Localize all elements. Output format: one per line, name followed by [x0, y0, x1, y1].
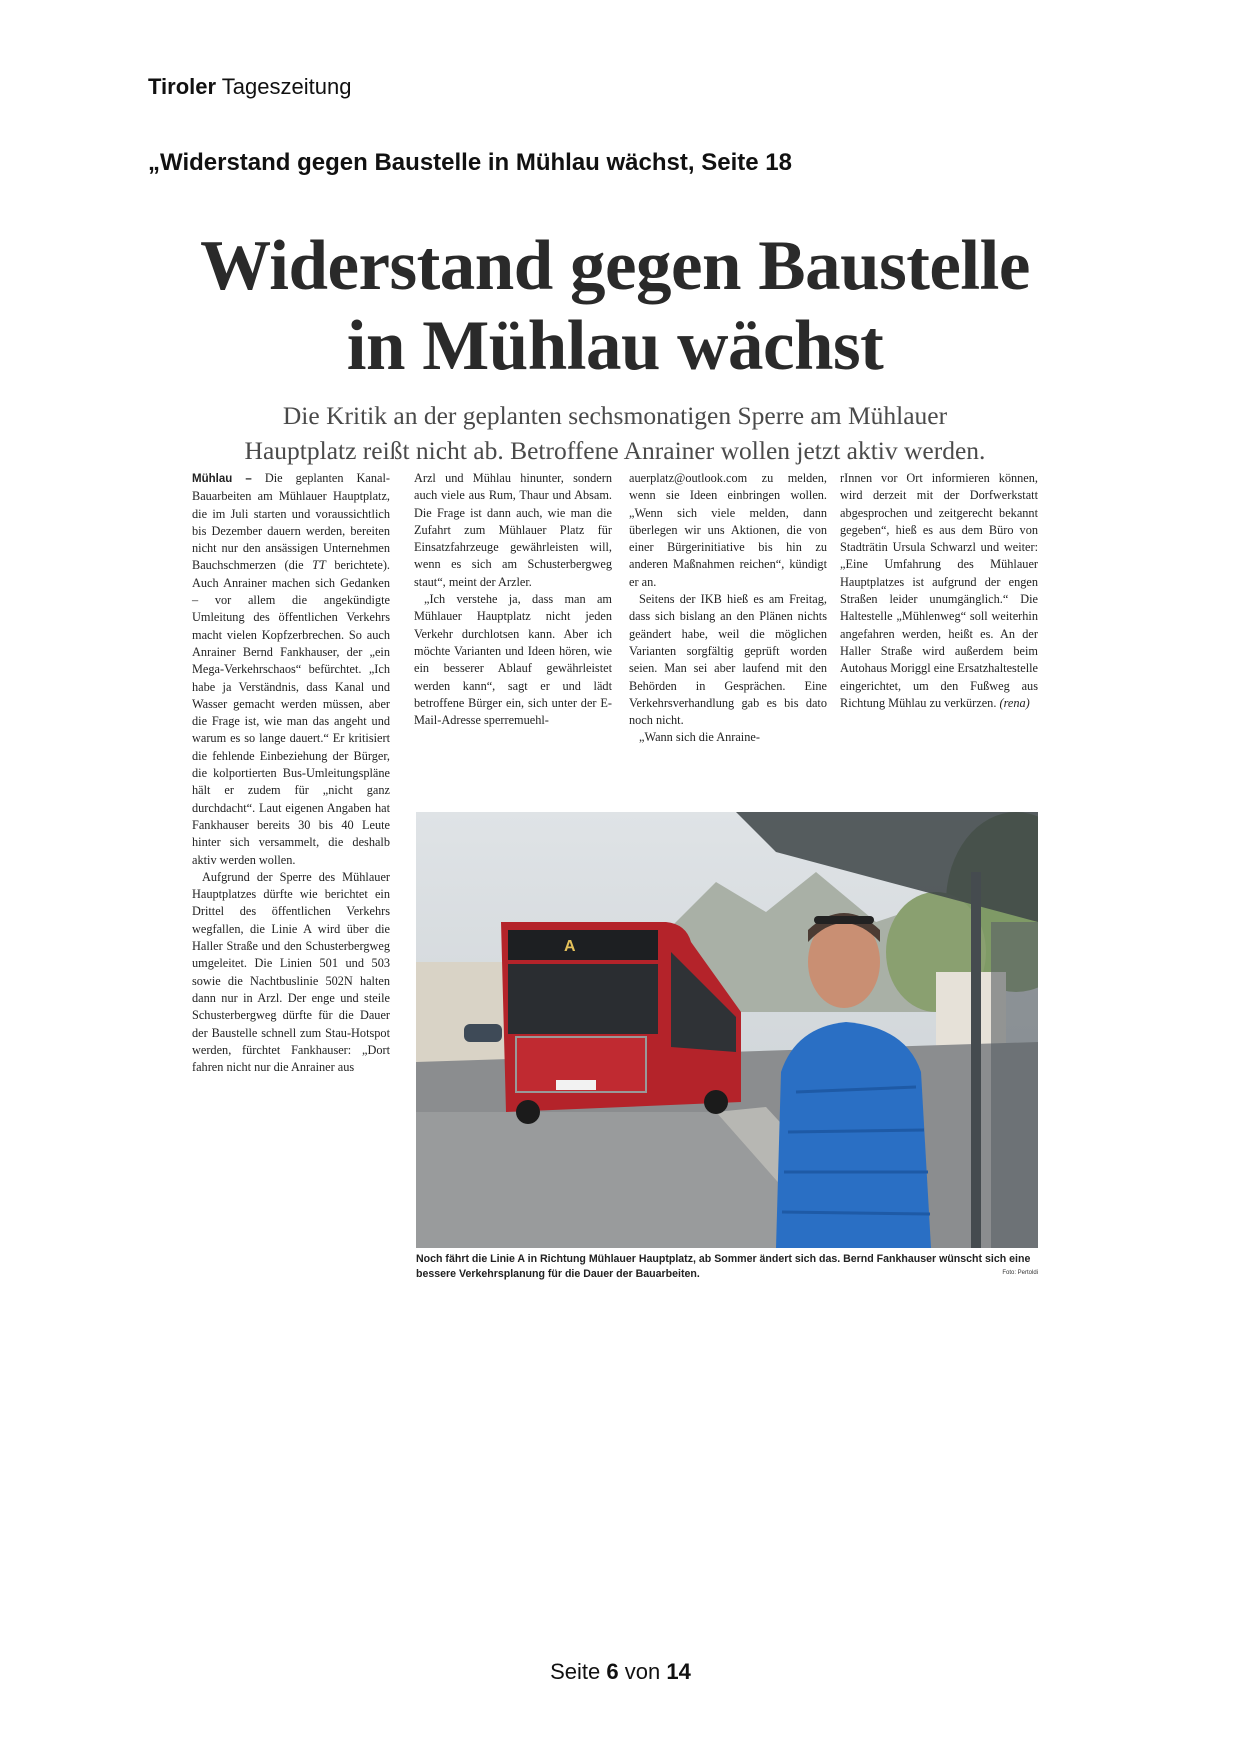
photo-credit: Foto: Pertoldi [1002, 1270, 1038, 1276]
title-line-2: in Mühlau wächst [346, 307, 884, 385]
article-subtitle [192, 398, 1038, 468]
bus-line-label: A [564, 938, 576, 955]
building-left [416, 962, 506, 1072]
article-photo [416, 812, 1038, 1248]
sunglasses [814, 916, 874, 924]
title-line-1: Widerstand gegen Baustelle [200, 227, 1030, 305]
license-plate [556, 1080, 596, 1090]
bus-wheel-rear [704, 1090, 728, 1114]
article-column-4 [840, 470, 1038, 800]
bus-destination-display [508, 930, 658, 960]
footer-prefix: Seite [550, 1659, 601, 1684]
column-2-paragraph-2: „Ich verstehe ja, dass man am Mühlauer Hauptplatz nicht jeden Verkehr durchlotsen kann. Aber ich möchte Varianten und Ideen hören, wie ein besserer Ablauf gewährleistet werden kann“, sagt er und lädt betroffene Bürger ein, sich unter der E-Mail-Adresse sperremuehl- [414, 592, 612, 728]
col4-p1-text: rInnen vor Ort informieren können, wird derzeit mit der Dorfwerkstatt abgesprochen und zeitgerecht bekannt gegeben“, hieß es aus dem Büro von Stadträtin Ursula Schwarzl und weiter: „Eine Umfahrung des Mühlauer Hauptplatzes ist aufgrund der engen Straßen leider unumgänglich.“ Die Haltestelle „Mühlenweg“ soll weiterhin angefahren werden, heißt es. An der Haller Straße wird außerdem beim Autohaus Moriggl eine Ersatzhaltestelle eingerichtet, um den Fußweg aus Richtung Mühlau zu verkürzen. [840, 471, 1038, 710]
newspaper-source [148, 74, 351, 100]
source-bold: Tiroler [148, 74, 217, 99]
article-column-1 [192, 470, 390, 1290]
author-signature: (rena) [999, 695, 1030, 710]
photo-caption: Noch fährt die Linie A in Richtung Mühlauer Hauptplatz, ab Sommer ändert sich das. Bernd Fankhauser wünscht sich eine bessere Verkehrsplanung für die Dauer der Bauarbeiten. [416, 1253, 1031, 1280]
col1-p1-end: berichtete). Auch Anrainer machen sich Gedanken – vor allem die angekündigte Umleitung des öffentlichen Verkehrs macht vielen Kopfzerbrechen. So auch Anrainer Bernd Fankhauser, der „ein Mega-Verkehrschaos“ befürchtet. „Ich habe ja Verständnis, dass Kanal und Wasser gemacht werden müssen, aber die Frage ist, wie man das angeht und warum es so lange dauert.“ Er kritisiert die fehlende Einbeziehung der Bürger, die kolportierten Bus-Umleitungspläne hält er zudem für „nicht ganz durchdacht“. Laut eigenen Angaben hat Fankhauser bereits 30 bis 40 Leute hinter sich versammelt, die deshalb aktiv werden wollen. [192, 558, 390, 867]
column-1-paragraph-1 [192, 470, 390, 869]
tt-abbrev: TT [312, 558, 326, 573]
bus-wheel-front [516, 1100, 540, 1124]
col1-p1-text: Die geplanten Kanal-Bauarbeiten am Mühlauer Hauptplatz, die im Juli starten und voraussichtlich bis Dezember dauern werden, bereiten nicht nur den ansässigen Unternehmen Bauchschmerzen (die [192, 471, 390, 573]
column-3-paragraph-3: „Wann sich die Anraine- [639, 730, 760, 745]
current-page: 6 [606, 1659, 619, 1684]
page-number-footer [0, 1659, 1241, 1685]
dateline: Mühlau – [192, 473, 252, 485]
article-column-3 [629, 470, 827, 800]
column-3-paragraph-2: Seitens der IKB hieß es am Freitag, dass sich bislang an den Plänen nichts geändert habe, weil die möglichen Varianten sorgfältig geprüft worden seien. Man sei aber laufend mit den Behörden in Gesprächen. Eine Verkehrsverhandlung gab es bis dato noch nicht. [629, 592, 827, 728]
column-2-paragraph-1: Arzl und Mühlau hinunter, sondern auch viele aus Rum, Thaur und Absam. Die Frage ist dann auch, wie man die Zufahrt zum Mühlauer Platz für Einsatzfahrzeuge gewährleisten will, wenn es sich am Schusterbergweg staut“, meint der Arzler. [414, 471, 612, 589]
column-3-paragraph-1: auerplatz@outlook.com zu melden, wenn sie Ideen einbringen wollen. „Wenn sich viele melden, dann überlegen wir uns Aktionen, die von einer Bürgerinitiative bis hin zu anderen Maßnahmen reichen“, kündigt er an. [629, 471, 827, 589]
total-pages: 14 [666, 1659, 691, 1684]
subtitle-line-2: Hauptplatz reißt nicht ab. Betroffene Anrainer wollen jetzt aktiv werden. [244, 436, 986, 465]
column-1-paragraph-2: Aufgrund der Sperre des Mühlauer Hauptplatzes dürfte wie berichtet ein Drittel des öffentlichen Verkehrs wegfallen, die Linie A wird über die Haller Straße und den Schusterbergweg umgeleitet. Die Linien 501 und 503 sowie die Nachtbuslinie 502N halten dann nur in Arzl. Der enge und steile Schusterbergweg dürfte für die Dauer der Baustelle schnell zum Stau-Hotspot werden, fürchtet Fankhauser: „Dort fahren nicht nur die Anrainer aus [192, 869, 390, 1075]
article-reference: „Widerstand gegen Baustelle in Mühlau wächst, Seite 18 [148, 149, 792, 176]
car [464, 1024, 502, 1042]
subtitle-line-1: Die Kritik an der geplanten sechsmonatigen Sperre am Mühlauer [282, 401, 948, 430]
article-column-2 [414, 470, 612, 800]
column-4-paragraph-1 [840, 470, 1038, 712]
bus-stop-photo-illustration [416, 812, 1038, 1248]
shelter-glass [991, 922, 1038, 1248]
article-title [192, 226, 1038, 386]
shelter-post [971, 872, 981, 1248]
footer-middle: von [624, 1659, 661, 1684]
bus-windshield [508, 964, 658, 1034]
source-rest: Tageszeitung [221, 74, 352, 99]
newspaper-clipping [192, 226, 1038, 1291]
